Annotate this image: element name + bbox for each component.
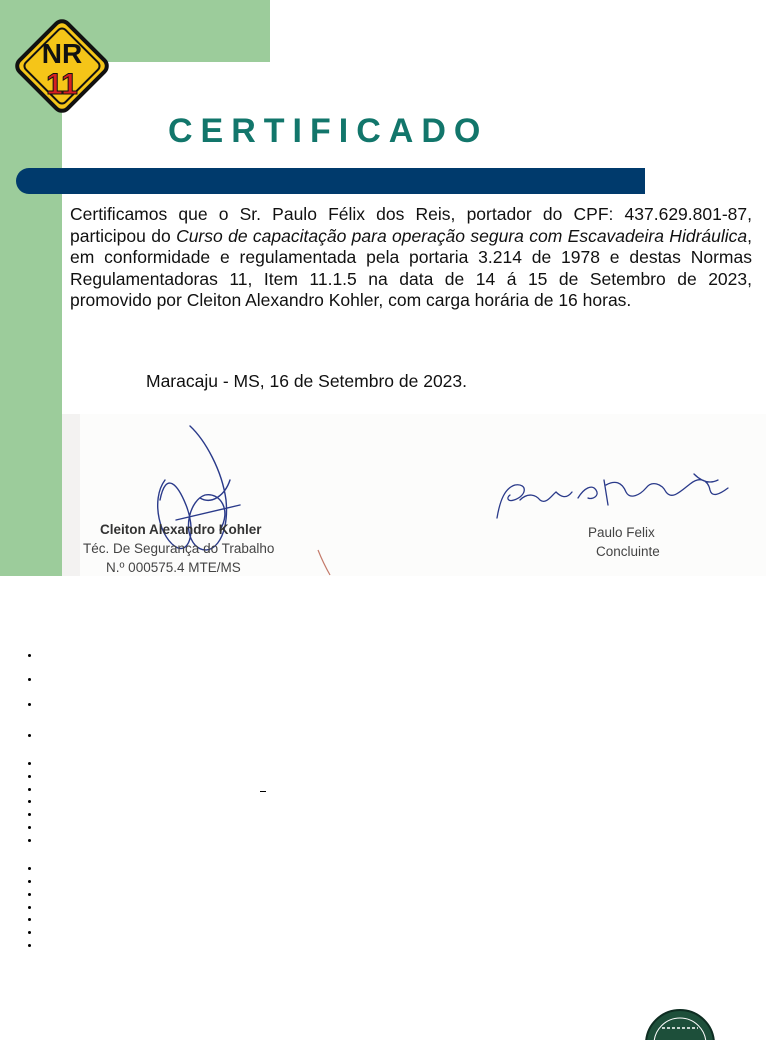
dot — [28, 918, 31, 921]
badge-line2: 11 — [46, 68, 78, 101]
instructor-registration: N.º 000575.4 MTE/MS — [106, 560, 241, 575]
blue-divider-bar — [16, 168, 645, 194]
round-seal-icon — [640, 1008, 736, 1040]
dot — [28, 813, 31, 816]
dot — [28, 775, 31, 778]
dot — [28, 944, 31, 947]
dot — [28, 734, 31, 737]
body-part-2: , em conformidade e regulamentada pela portaria 3.214 de 1978 e destas Normas Regulamentadoras 11, Item 11.1.5 na data de 14 á 15 de Setembro de 2023, promovido por Cleiton Alexandro Kohler, com carga horária de 16 horas. — [70, 225, 752, 311]
place-and-date: Maracaju - MS, 16 de Setembro de 2023. — [146, 371, 468, 391]
instructor-name: Cleiton Alexandro Kohler — [100, 522, 262, 537]
certificate-body — [70, 204, 752, 312]
certificate-title: CERTIFICADO — [168, 112, 489, 150]
dot — [28, 654, 31, 657]
dash-mark — [260, 791, 266, 792]
dot — [28, 867, 31, 870]
student-name: Paulo Felix — [588, 525, 655, 540]
body-part-1: Certificamos que o Sr. Paulo Félix dos Reis, portador do CPF: 437.629.801-87, participou do — [70, 204, 752, 246]
dot — [28, 931, 31, 934]
course-name: Curso de capacitação para operação segura com Escavadeira Hidráulica — [176, 225, 748, 246]
dot — [28, 678, 31, 681]
dot — [28, 788, 31, 791]
dot — [28, 762, 31, 765]
dot — [28, 800, 31, 803]
dot — [28, 703, 31, 706]
dot — [28, 893, 31, 896]
nr11-badge-icon — [4, 8, 120, 124]
student-role: Concluinte — [596, 544, 660, 559]
badge-line1: NR — [41, 38, 83, 69]
dot — [28, 880, 31, 883]
dot — [28, 826, 31, 829]
instructor-role: Téc. De Segurança do Trabalho — [83, 541, 275, 556]
dot — [28, 839, 31, 842]
dot — [28, 906, 31, 909]
